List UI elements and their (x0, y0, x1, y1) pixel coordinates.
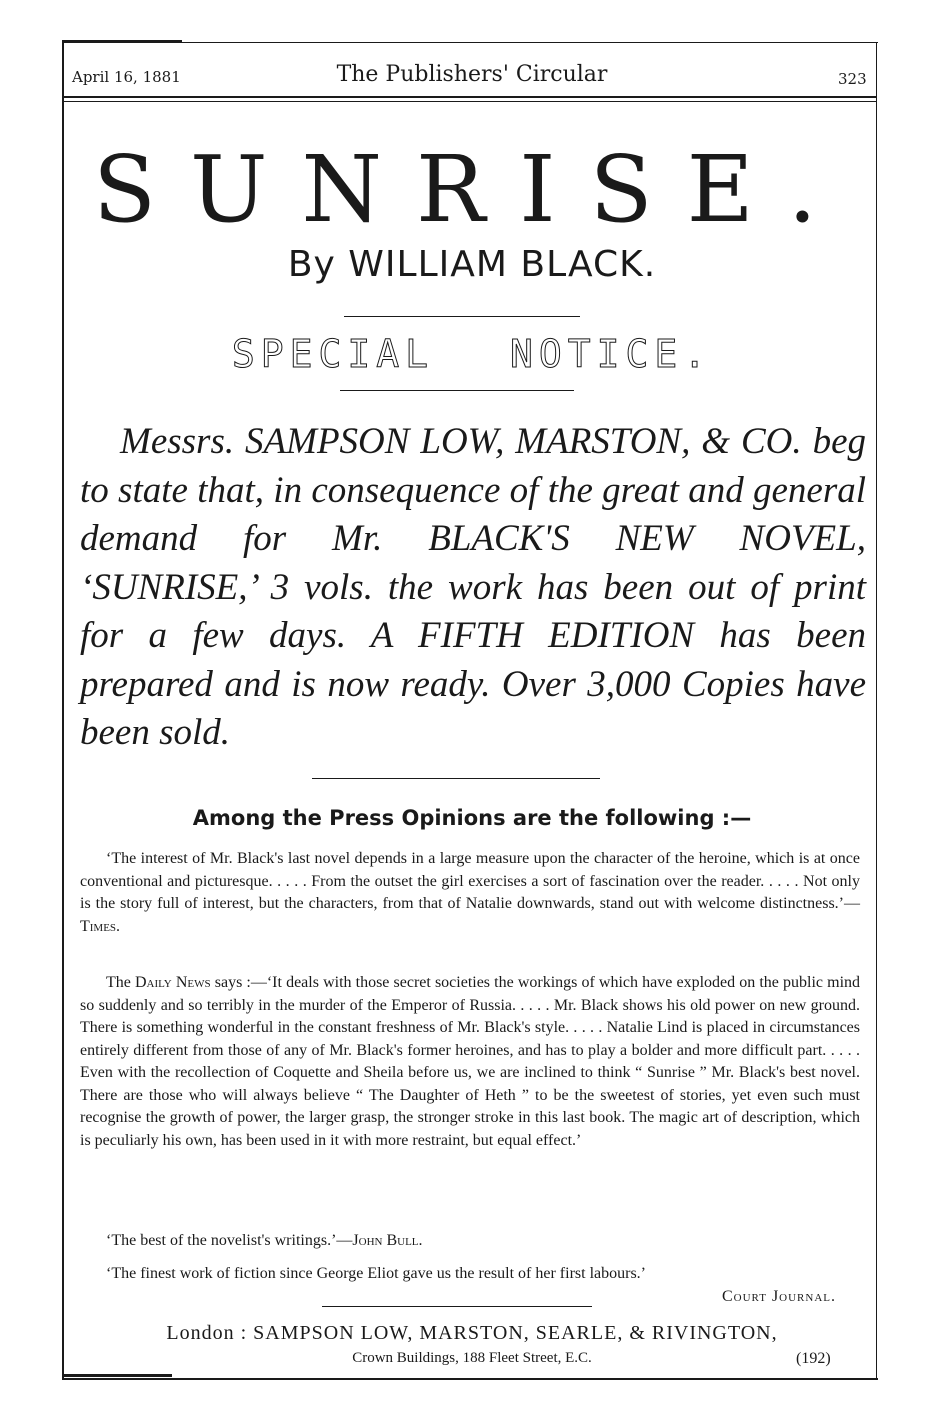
publisher-address: Crown Buildings, 188 Fleet Street, E.C. (352, 1350, 592, 1366)
bottom-border-rule-thick (62, 1374, 172, 1377)
press-opinions-heading: Among the Press Opinions are the following :— (192, 806, 752, 830)
divider-1 (344, 316, 580, 317)
quote-source: Daily News (135, 974, 211, 991)
quote-text: ‘The finest work of fiction since George Eliot gave us the result of her first labours.’ (106, 1265, 646, 1282)
quote-source: John Bull. (352, 1232, 423, 1249)
publication-title: The Publishers' Circular (336, 62, 608, 87)
divider-2 (340, 390, 574, 391)
special-notice-heading (0, 332, 944, 376)
top-border-rule-thick (62, 40, 182, 43)
quote-text: ‘The best of the novelist's writings.’— (106, 1232, 353, 1249)
notice-word-notice: NOTICE. (510, 332, 713, 376)
quote-text: says :—‘It deals with those secret societies the workings of which have exploded on the public mind so suddenly and so terribly in the murder of the Emperor of Russia. . . . . Mr. Black shows his old power on new ground. There is something wonderful in the constant freshness of Mr. Black's style. . . . . Natalie Lind is placed in circumstances entirely different from those of any of Mr. Black's former heroines, and has to play a bolder and more difficult part. . . . . Even with the recollection of Coquette and Sheila before us, we are inclined to think “ Sunrise ” Mr. Black's best novel. There are those who will always believe “ The Daughter of Heth ” to be the sweetest of stories, yet even such must recognise the growth of power, the larger grasp, the stronger stroke in this last book. The magic art of description, which is peculiarly his own, has been used in it with more restraint, but equal effect.’ (80, 974, 861, 1149)
announcement-text (80, 418, 866, 758)
issue-date: April 16, 1881 (72, 68, 181, 86)
press-quote-court-journal (80, 1263, 860, 1286)
top-border-rule (62, 42, 878, 43)
press-quote-times (80, 848, 860, 938)
right-border-rule (876, 42, 877, 1380)
court-journal-attribution: Court Journal. (721, 1288, 836, 1305)
header-rule-double (64, 101, 876, 102)
announcement-paragraph: Messrs. SAMPSON LOW, MARSTON, & CO. beg to state that, in consequence of the great and general demand for Mr. BLACK'S NEW NOVEL, ‘SUNRISE,’ 3 vols. the work has been out of print for a few days. A FIFTH EDITION has been prepared and is now ready. Over 3,000 Copies have been sold. (80, 421, 866, 753)
notice-word-special: SPECIAL (231, 332, 434, 376)
divider-3 (312, 778, 600, 779)
bottom-border-rule (62, 1378, 878, 1380)
advert-code: (192) (796, 1350, 831, 1367)
page-number: 323 (838, 70, 867, 88)
left-border-rule (62, 42, 64, 1380)
header-rule (64, 96, 876, 98)
book-title: SUNRISE. (92, 136, 852, 243)
quote-text: ‘The interest of Mr. Black's last novel depends in a large measure upon the character of the heroine, which is at once conventional and picturesque. . . . . From the outset the girl exercises a sort of fascination over the reader. . . . . Not only is the story full of interest, but the characters, from that of Natalie downwards, stand out with welcome distinctness.’— (80, 850, 860, 912)
author-byline: By WILLIAM BLACK. (287, 244, 657, 285)
divider-4 (322, 1306, 592, 1307)
publisher-imprint: London : SAMPSON LOW, MARSTON, SEARLE, & RIVINGTON, (166, 1322, 778, 1344)
press-quote-john-bull (80, 1230, 860, 1253)
quote-prefix: The (106, 974, 135, 991)
press-quote-daily-news (80, 972, 860, 1152)
quote-source: Times. (80, 917, 121, 935)
